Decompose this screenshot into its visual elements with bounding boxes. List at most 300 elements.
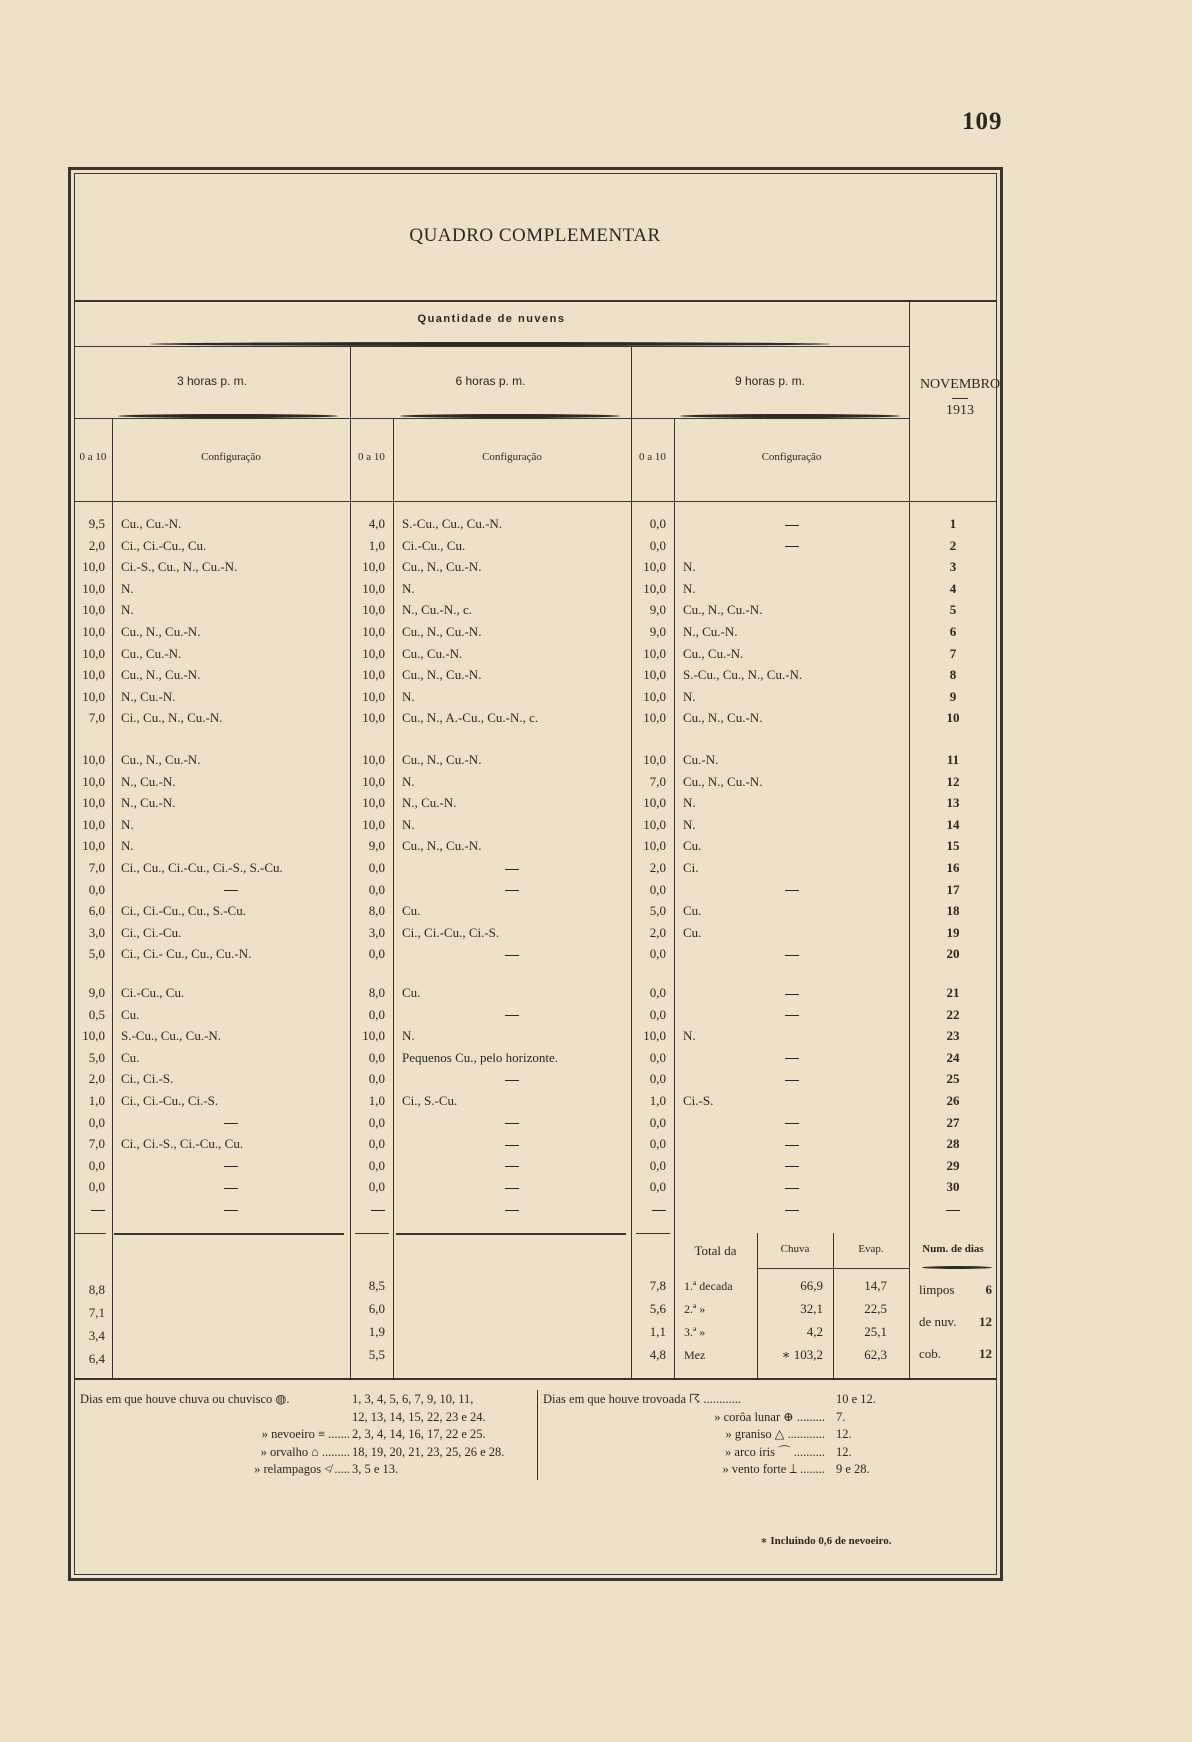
cloud-amount-9pm: 0,0: [649, 537, 666, 553]
weather-legend-label: » corôa lunar ⊕ .........: [714, 1409, 825, 1424]
weather-legend-days: 3, 5 e 13.: [352, 1462, 399, 1476]
rain-total: ∗ 103,2: [781, 1347, 823, 1362]
cloud-config-6pm: Cu., N., Cu.-N.: [402, 838, 482, 854]
cloud-amount-9pm: 2,0: [649, 924, 666, 940]
cloud-amount-9pm: 5,0: [649, 903, 666, 919]
cloud-amount-9pm: 10,0: [643, 752, 666, 767]
cloud-config-6pm: N., Cu.-N.: [402, 795, 457, 811]
cloud-amount-3pm: 10,0: [82, 602, 105, 618]
dash-mark: [505, 1210, 519, 1211]
cloud-amount-6pm: 1,0: [368, 537, 385, 553]
cloud-amount-3pm: 10,0: [82, 752, 105, 767]
scale-header-1: 0 a 10: [79, 451, 107, 463]
day-number: 2: [949, 537, 957, 553]
cloud-amount-6pm: 10,0: [362, 816, 385, 832]
cloud-config-3pm: [112, 1199, 350, 1219]
rain-total: 4,2: [806, 1324, 823, 1339]
cloud-config-9pm: [674, 1069, 909, 1089]
dash-mark: [785, 1058, 799, 1059]
weather-legend-days: 7.: [836, 1409, 846, 1424]
days-header: Num. de dias: [922, 1243, 984, 1255]
dash-mark: [785, 525, 799, 526]
time1-header: 3 horas p. m.: [176, 374, 248, 388]
cloud-config-9pm: Ci.-S.: [683, 1093, 714, 1108]
cloud-config-3pm: S.-Cu., Cu., Cu.-N.: [121, 1028, 222, 1044]
cloud-config-3pm: Cu., N., Cu.-N.: [121, 624, 201, 639]
cloud-amount-9pm: 0,0: [649, 1157, 666, 1173]
cloud-amount-3pm: 9,5: [88, 516, 105, 531]
days-value: 12: [979, 1346, 992, 1361]
cloud-amount-9pm: [631, 1199, 666, 1219]
weather-legend-label: » arco iris ⌒ ..........: [725, 1444, 825, 1459]
dash-mark: [224, 890, 238, 891]
cloud-config-3pm: [112, 1113, 350, 1133]
cloud-config-3pm: Ci.-S., Cu., N., Cu.-N.: [121, 559, 238, 575]
cloud-amount-6pm: 0,0: [368, 1049, 385, 1065]
cloud-config-3pm: [112, 1177, 350, 1197]
cloud-config-3pm: N., Cu.-N.: [121, 773, 176, 789]
cloud-amount-6pm: 0,0: [368, 860, 385, 875]
summary-rule-v1: [112, 1233, 113, 1378]
cloud-config-6pm: [393, 1199, 631, 1219]
cloud-config-6pm: Cu., N., Cu.-N.: [402, 559, 482, 575]
cloud-amount-9pm: 0,0: [649, 1006, 666, 1022]
cloud-config-3pm: N.: [121, 816, 134, 832]
cloud-amount-6pm: 0,0: [368, 881, 385, 897]
summary-rule-e: [636, 1233, 670, 1234]
day-number: 13: [946, 795, 960, 811]
cloud-amount-3pm: 0,5: [88, 1006, 105, 1022]
cloud-amount-3pm: 5,0: [88, 946, 105, 962]
cloud-amount-9pm: 0,0: [649, 516, 666, 531]
cloud-amount-6pm: 1,0: [368, 1093, 385, 1108]
cloud-amount-6pm: 10,0: [362, 624, 385, 639]
day-number: 30: [946, 1179, 960, 1195]
cloud-amount-3pm: 10,0: [82, 773, 105, 789]
cloud-amount-6pm: 8,0: [368, 903, 385, 919]
cloud-amount-6pm: 0,0: [368, 1071, 385, 1087]
day-number: 20: [946, 946, 960, 962]
day-number: 7: [949, 645, 957, 661]
cloud-config-3pm: N.: [121, 602, 134, 618]
cloud-config-3pm: Ci., Ci.-Cu.: [121, 924, 182, 940]
cloud-amount-3pm: 2,0: [88, 537, 105, 553]
cloud-config-6pm: [393, 1005, 631, 1025]
cloud-amount-3pm: 7,0: [88, 860, 105, 875]
cloud-config-6pm: N.: [402, 1028, 415, 1044]
dash-mark: [946, 1210, 960, 1211]
weather-legend-label: Dias em que houve trovoada ☈ ............: [543, 1392, 741, 1406]
cloud-config-9pm: [674, 1156, 909, 1176]
cloud-amount-3pm: 10,0: [82, 1028, 105, 1044]
cloud-config-6pm: [393, 880, 631, 900]
cloud-amount-6pm: 0,0: [368, 1136, 385, 1152]
days-label: de nuv.: [919, 1314, 957, 1329]
cloud-amount-6pm: 0,0: [368, 1114, 385, 1130]
cloud-config-6pm: Ci., S.-Cu.: [402, 1093, 458, 1108]
rain-header: Chuva: [780, 1243, 810, 1255]
dash-mark: [91, 1210, 105, 1211]
day-number: 25: [946, 1071, 960, 1087]
evap-total: 62,3: [864, 1347, 887, 1362]
cloud-config-9pm: [674, 880, 909, 900]
cloud-amount-6pm: 0,0: [368, 1179, 385, 1195]
day-number: 10: [946, 710, 960, 726]
mean-cloud-6pm: 6,0: [368, 1301, 385, 1316]
cloud-amount-9pm: 10,0: [643, 795, 666, 811]
day-number: 4: [949, 580, 957, 596]
weather-legend-label: Dias em que houve chuva ou chuvisco ◍.: [80, 1392, 290, 1406]
days-label: limpos: [919, 1282, 955, 1297]
dash-mark: [785, 955, 799, 956]
cloud-config-9pm: N.: [683, 1028, 696, 1044]
cloud-config-3pm: Ci., Cu., N., Cu.-N.: [121, 710, 223, 726]
day-number: 3: [949, 559, 957, 575]
dash-mark: [505, 1123, 519, 1124]
dash-mark: [505, 1015, 519, 1016]
mean-cloud-3pm: 6,4: [88, 1351, 105, 1366]
day-number: 21: [946, 985, 960, 1000]
cloud-config-6pm: Cu.: [402, 985, 421, 1000]
cloud-config-3pm: Ci.-Cu., Cu.: [121, 985, 185, 1000]
period-label: 2.ª »: [684, 1302, 706, 1316]
cloud-amount-6pm: 10,0: [362, 645, 385, 661]
cloud-amount-9pm: 10,0: [643, 580, 666, 596]
cloud-config-9pm: [674, 1134, 909, 1154]
cloud-amount-9pm: 10,0: [643, 838, 666, 854]
cloud-amount-3pm: 0,0: [88, 1157, 105, 1173]
cloud-config-3pm: Cu., Cu.-N.: [121, 645, 182, 661]
cloud-config-6pm: [393, 858, 631, 878]
cloud-config-3pm: Cu., N., Cu.-N.: [121, 752, 201, 767]
cloud-amount-9pm: 0,0: [649, 1179, 666, 1195]
cloud-amount-6pm: [350, 1199, 385, 1219]
day-number: 19: [946, 924, 960, 940]
mean-cloud-3pm: 3,4: [88, 1328, 105, 1343]
dash-mark: [224, 1166, 238, 1167]
config-header-2: Configuração: [482, 451, 542, 463]
cloud-config-6pm: Cu., N., A.-Cu., Cu.-N., c.: [402, 710, 539, 726]
cloud-amount-3pm: 10,0: [82, 559, 105, 575]
cloud-amount-3pm: 0,0: [88, 1179, 105, 1195]
time3-header: 9 horas p. m.: [734, 374, 806, 388]
day-number: 18: [946, 903, 960, 919]
cloud-config-9pm: [674, 1199, 909, 1219]
cloud-amount-6pm: 0,0: [368, 1006, 385, 1022]
mean-cloud-9pm: 5,6: [649, 1301, 666, 1316]
cloud-config-9pm: Cu., Cu.-N.: [683, 645, 744, 661]
cloud-config-6pm: N.: [402, 773, 415, 789]
cloud-config-6pm: S.-Cu., Cu., Cu.-N.: [402, 516, 503, 531]
dash-mark: [505, 1080, 519, 1081]
cloud-config-3pm: N., Cu.-N.: [121, 688, 176, 704]
cloud-config-3pm: Cu.: [121, 1006, 140, 1022]
cloud-amount-9pm: 10,0: [643, 667, 666, 683]
cloud-config-3pm: [112, 1156, 350, 1176]
weather-legend-label: » orvalho ⌂ .........: [260, 1444, 350, 1459]
day-number: [909, 1199, 997, 1219]
mean-cloud-6pm: 8,5: [368, 1278, 385, 1293]
dash-mark: [224, 1123, 238, 1124]
weather-legend-label: » graniso △ ............: [725, 1427, 825, 1441]
days-value: 12: [979, 1314, 992, 1329]
cloud-amount-6pm: 10,0: [362, 710, 385, 726]
dash-mark: [785, 890, 799, 891]
cloud-amount-9pm: 10,0: [643, 688, 666, 704]
mean-cloud-9pm: 7,8: [649, 1278, 666, 1293]
dash-mark: [785, 1015, 799, 1016]
cloud-amount-3pm: 10,0: [82, 645, 105, 661]
dash-mark: [371, 1210, 385, 1211]
cloud-amount-6pm: 10,0: [362, 559, 385, 575]
dash-mark: [224, 1188, 238, 1189]
weather-legend-label: » nevoeiro ≡ .......: [261, 1427, 350, 1441]
day-number: 14: [946, 816, 960, 832]
cloud-config-3pm: N., Cu.-N.: [121, 795, 176, 811]
cloud-amount-6pm: 10,0: [362, 795, 385, 811]
dash-mark: [652, 1210, 666, 1211]
days-label: cob.: [919, 1346, 942, 1361]
cloud-amount-3pm: 10,0: [82, 795, 105, 811]
weather-legend-days: 12.: [836, 1427, 852, 1441]
day-number: 16: [946, 860, 960, 875]
month-name: NOVEMBRO: [919, 377, 1001, 392]
weather-legend-label: » vento forte ⟘ ........: [722, 1462, 825, 1476]
cloud-config-9pm: N.: [683, 559, 696, 575]
cloud-config-9pm: Cu.: [683, 838, 702, 854]
cloud-config-3pm: Ci., Ci.-S.: [121, 1071, 174, 1087]
evap-total: 25,1: [864, 1324, 887, 1339]
cloud-config-9pm: N.: [683, 580, 696, 596]
weather-legend-days: 2, 3, 4, 14, 16, 17, 22 e 25.: [352, 1427, 486, 1441]
mean-cloud-3pm: 7,1: [88, 1305, 105, 1320]
cloud-amount-9pm: 0,0: [649, 881, 666, 897]
cloud-amount-6pm: 8,0: [368, 985, 385, 1000]
footnote: ∗ Incluindo 0,6 de nevoeiro.: [760, 1535, 892, 1547]
cloud-config-9pm: Cu., N., Cu.-N.: [683, 602, 763, 618]
dash-mark: [785, 1080, 799, 1081]
totals-header-rule: [757, 1268, 909, 1269]
dash-mark: [505, 1188, 519, 1189]
dash-mark: [785, 994, 799, 995]
cloud-amount-6pm: 10,0: [362, 580, 385, 596]
cloud-amount-3pm: 5,0: [88, 1049, 105, 1065]
cloud-config-9pm: [674, 1005, 909, 1025]
cloud-amount-3pm: 6,0: [88, 903, 105, 919]
dash-mark: [785, 1123, 799, 1124]
cloud-amount-3pm: 9,0: [88, 985, 105, 1000]
cloud-config-3pm: Ci., Ci.-Cu., Cu., S.-Cu.: [121, 903, 246, 919]
cloud-config-9pm: Cu., N., Cu.-N.: [683, 773, 763, 789]
dash-mark: [505, 869, 519, 870]
cloud-config-6pm: [393, 944, 631, 964]
dash-mark: [505, 890, 519, 891]
month-year: 1913: [910, 403, 1010, 419]
cloud-config-9pm: N., Cu.-N.: [683, 624, 738, 639]
day-number: 1: [949, 516, 957, 531]
cloud-amount-6pm: 10,0: [362, 1028, 385, 1044]
day-number: 15: [946, 838, 960, 854]
cloud-config-6pm: [393, 1134, 631, 1154]
cloud-config-9pm: N.: [683, 688, 696, 704]
cloud-amount-3pm: 10,0: [82, 624, 105, 639]
cloud-config-3pm: N.: [121, 580, 134, 596]
cloud-config-9pm: Cu.: [683, 903, 702, 919]
dash-mark: [505, 955, 519, 956]
evap-header: Evap.: [858, 1243, 884, 1255]
evap-total: 22,5: [864, 1301, 887, 1316]
cloud-config-3pm: Ci., Ci.- Cu., Cu., Cu.-N.: [121, 946, 252, 962]
cloud-amount-6pm: 10,0: [362, 667, 385, 683]
cloud-amount-3pm: 10,0: [82, 667, 105, 683]
cloud-config-9pm: [674, 944, 909, 964]
mean-cloud-6pm: 1,9: [368, 1324, 385, 1339]
cloud-config-6pm: Ci., Ci.-Cu., Ci.-S.: [402, 924, 500, 940]
cloud-amount-9pm: 10,0: [643, 710, 666, 726]
rain-total: 66,9: [800, 1278, 823, 1293]
day-number: 17: [946, 881, 960, 897]
weather-legend-days: 9 e 28.: [836, 1462, 870, 1476]
page-number: 109: [962, 108, 1003, 135]
summary-rule-c: [355, 1233, 389, 1234]
cloud-config-9pm: [674, 1048, 909, 1068]
period-label: 3.ª »: [684, 1325, 706, 1339]
cloud-config-9pm: Cu., N., Cu.-N.: [683, 710, 763, 726]
day-number: 24: [946, 1049, 960, 1065]
cloud-amount-9pm: 0,0: [649, 1049, 666, 1065]
cloud-amount-9pm: 10,0: [643, 1028, 666, 1044]
title-rule: [74, 300, 997, 302]
dash-mark: [785, 1145, 799, 1146]
day-number: 9: [949, 688, 957, 704]
cloud-amount-3pm: 0,0: [88, 1114, 105, 1130]
cloud-amount-3pm: 10,0: [82, 580, 105, 596]
cloud-amount-6pm: 0,0: [368, 946, 385, 962]
cloud-config-3pm: Ci., Ci.-Cu., Cu.: [121, 537, 207, 553]
cloud-config-9pm: Cu.-N.: [683, 752, 719, 767]
mean-cloud-9pm: 4,8: [649, 1347, 666, 1362]
cloud-amount-9pm: 9,0: [649, 624, 666, 639]
dash-mark: [785, 1188, 799, 1189]
group-header: Quantidade de nuvens: [417, 313, 566, 325]
dash-mark: [785, 1210, 799, 1211]
cloud-config-6pm: N.: [402, 816, 415, 832]
time-underline: [74, 418, 909, 419]
cloud-amount-3pm: 10,0: [82, 838, 105, 854]
weather-legend-days: 12.: [836, 1444, 852, 1459]
dash-mark: [785, 1166, 799, 1167]
cloud-config-6pm: Cu., N., Cu.-N.: [402, 667, 482, 683]
cloud-amount-3pm: 3,0: [88, 924, 105, 940]
period-label: Mez: [684, 1348, 706, 1362]
summary-rule-b: [114, 1233, 344, 1235]
footer-rule: [74, 1378, 997, 1380]
cloud-amount-9pm: 9,0: [649, 602, 666, 618]
summary-rule-d: [396, 1233, 626, 1235]
cloud-amount-9pm: 0,0: [649, 1114, 666, 1130]
cloud-config-6pm: Cu.: [402, 903, 421, 919]
cloud-config-3pm: Ci., Cu., Ci.-Cu., Ci.-S., S.-Cu.: [121, 860, 283, 875]
cloud-amount-3pm: 10,0: [82, 816, 105, 832]
cloud-config-9pm: N.: [683, 795, 696, 811]
config-header-1: Configuração: [201, 451, 261, 463]
cloud-config-6pm: N.: [402, 580, 415, 596]
cloud-config-6pm: N.: [402, 688, 415, 704]
cloud-amount-6pm: 9,0: [368, 838, 385, 854]
days-header-swell: [922, 1266, 992, 1269]
period-label: 1.ª decada: [684, 1279, 733, 1293]
day-number: 8: [949, 667, 957, 683]
cloud-config-9pm: [674, 983, 909, 1003]
cloud-amount-3pm: 2,0: [88, 1071, 105, 1087]
mean-cloud-6pm: 5,5: [368, 1347, 385, 1362]
cloud-amount-6pm: 10,0: [362, 688, 385, 704]
cloud-config-6pm: Cu., N., Cu.-N.: [402, 752, 482, 767]
mean-cloud-9pm: 1,1: [649, 1324, 666, 1339]
subheader-underline: [74, 501, 997, 502]
weather-legend-days: 1, 3, 4, 5, 6, 7, 9, 10, 11,: [352, 1392, 474, 1406]
cloud-amount-9pm: 0,0: [649, 1071, 666, 1087]
cloud-config-3pm: Cu., N., Cu.-N.: [121, 667, 201, 683]
cloud-config-9pm: Ci.: [683, 860, 699, 875]
day-number: 23: [946, 1028, 960, 1044]
weather-legend-days: 12, 13, 14, 15, 22, 23 e 24.: [352, 1409, 486, 1424]
cloud-amount-6pm: 4,0: [368, 516, 385, 531]
cloud-amount-6pm: 3,0: [368, 924, 385, 940]
cloud-amount-9pm: 0,0: [649, 946, 666, 962]
cloud-amount-3pm: 0,0: [88, 881, 105, 897]
footer-divider: [537, 1390, 538, 1480]
cloud-amount-6pm: 10,0: [362, 602, 385, 618]
cloud-amount-9pm: 0,0: [649, 1136, 666, 1152]
day-number: 5: [949, 602, 957, 618]
cloud-config-6pm: Pequenos Cu., pelo horizonte.: [402, 1049, 558, 1065]
cloud-config-6pm: N., Cu.-N., c.: [402, 602, 473, 618]
cloud-config-3pm: Cu.: [121, 1049, 140, 1065]
cloud-amount-3pm: [74, 1199, 105, 1219]
cloud-amount-9pm: 10,0: [643, 645, 666, 661]
cloud-amount-9pm: 2,0: [649, 860, 666, 875]
cloud-amount-6pm: 0,0: [368, 1157, 385, 1173]
cloud-config-9pm: S.-Cu., Cu., N., Cu.-N.: [683, 667, 803, 683]
summary-rule-a: [74, 1233, 106, 1234]
cloud-amount-3pm: 1,0: [88, 1093, 105, 1108]
cloud-amount-6pm: 10,0: [362, 773, 385, 789]
cloud-config-9pm: [674, 514, 909, 534]
day-number: 22: [946, 1006, 960, 1022]
cloud-amount-9pm: 7,0: [649, 773, 666, 789]
mean-cloud-3pm: 8,8: [88, 1282, 105, 1297]
cloud-config-9pm: Cu.: [683, 924, 702, 940]
month-header: [910, 377, 1010, 419]
time2-header: 6 horas p. m.: [455, 374, 526, 388]
dash-mark: [785, 546, 799, 547]
scale-header-2: 0 a 10: [358, 451, 385, 463]
cloud-amount-6pm: 10,0: [362, 752, 385, 767]
cloud-config-9pm: [674, 1113, 909, 1133]
group-underline: [74, 346, 909, 347]
cloud-config-6pm: Ci.-Cu., Cu.: [402, 537, 466, 553]
dash-mark: [505, 1145, 519, 1146]
cloud-amount-9pm: 10,0: [643, 559, 666, 575]
cloud-config-6pm: Cu., Cu.-N.: [402, 645, 463, 661]
cloud-config-9pm: N.: [683, 816, 696, 832]
config-header-3: Configuração: [761, 451, 822, 463]
day-number: 27: [946, 1114, 960, 1130]
cloud-config-6pm: [393, 1069, 631, 1089]
cloud-config-3pm: N.: [121, 838, 134, 854]
cloud-config-9pm: [674, 536, 909, 556]
